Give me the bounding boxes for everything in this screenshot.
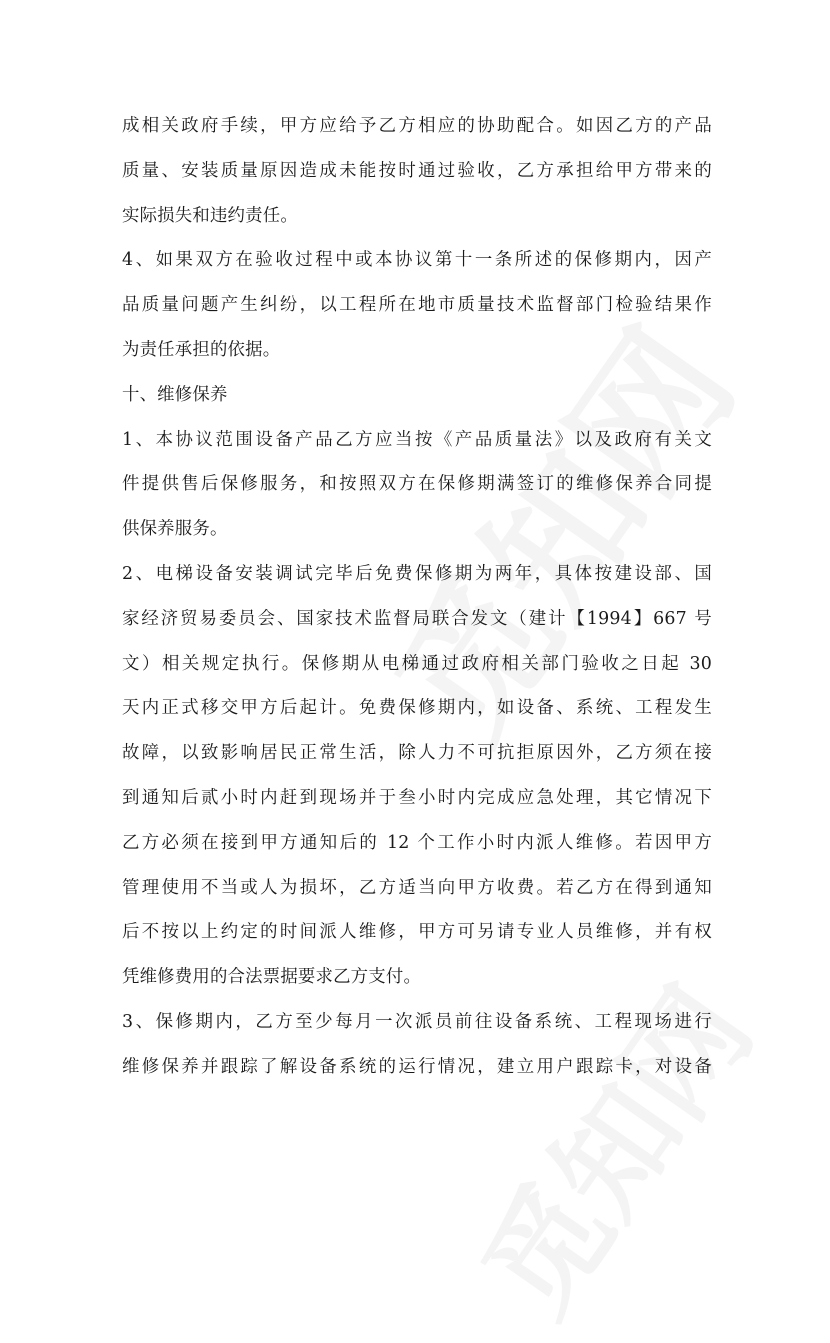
paragraph-clause-4 bbox=[122, 238, 712, 372]
text-line: 为责任承担的依据。 bbox=[122, 339, 281, 360]
text-line: 乙方必须在接到甲方通知后的 12 个工作小时内派人维修。若因甲方 bbox=[122, 832, 712, 853]
text-line: 文）相关规定执行。保修期从电梯通过政府相关部门验收之日起 30 bbox=[122, 653, 712, 674]
text-line: 故障，以致影响居民正常生活，除人力不可抗拒原因外，乙方须在接 bbox=[122, 743, 712, 764]
text-line: 后不按以上约定的时间派人维修，甲方可另请专业人员维修，并有权 bbox=[122, 922, 712, 943]
text-line: 维修保养并跟踪了解设备系统的运行情况，建立用户跟踪卡，对设备 bbox=[122, 1056, 712, 1077]
text-line: 凭维修费用的合法票据要求乙方支付。 bbox=[122, 967, 422, 988]
section-title: 十、维修保养 bbox=[122, 384, 228, 405]
text-line: 3、保修期内，乙方至少每月一次派员前往设备系统、工程现场进行 bbox=[122, 1011, 712, 1032]
text-line: 质量、安装质量原因造成未能按时通过验收，乙方承担给甲方带来的 bbox=[122, 160, 712, 181]
text-line: 实际损失和违约责任。 bbox=[122, 205, 298, 226]
paragraph-continuation bbox=[122, 104, 712, 238]
text-line: 管理使用不当或人为损坏，乙方适当向甲方收费。若乙方在得到通知 bbox=[122, 877, 712, 898]
paragraph-maintenance-3 bbox=[122, 1000, 712, 1090]
document-body bbox=[122, 104, 712, 1090]
paragraph-maintenance-1 bbox=[122, 418, 712, 552]
section-heading bbox=[122, 373, 712, 418]
text-line: 2、电梯设备安装调试完毕后免费保修期为两年，具体按建设部、国 bbox=[122, 563, 712, 584]
text-line: 家经济贸易委员会、国家技术监督局联合发文（建计【1994】667 号 bbox=[122, 608, 712, 629]
text-line: 到通知后贰小时内赶到现场并于叁小时内完成应急处理，其它情况下 bbox=[122, 787, 712, 808]
text-line: 品质量问题产生纠纷，以工程所在地市质量技术监督部门检验结果作 bbox=[122, 295, 712, 316]
text-line: 成相关政府手续，甲方应给予乙方相应的协助配合。如因乙方的产品 bbox=[122, 116, 712, 136]
text-line: 供保养服务。 bbox=[122, 519, 228, 540]
paragraph-maintenance-2 bbox=[122, 552, 712, 1000]
text-line: 件提供售后保修服务，和按照双方在保修期满签订的维修保养合同提 bbox=[122, 474, 712, 495]
text-line: 4、如果双方在验收过程中或本协议第十一条所述的保修期内，因产 bbox=[122, 250, 712, 271]
text-line: 天内正式移交甲方后起计。免费保修期内，如设备、系统、工程发生 bbox=[122, 698, 712, 719]
text-line: 1、本协议范围设备产品乙方应当按《产品质量法》以及政府有关文 bbox=[122, 429, 712, 450]
